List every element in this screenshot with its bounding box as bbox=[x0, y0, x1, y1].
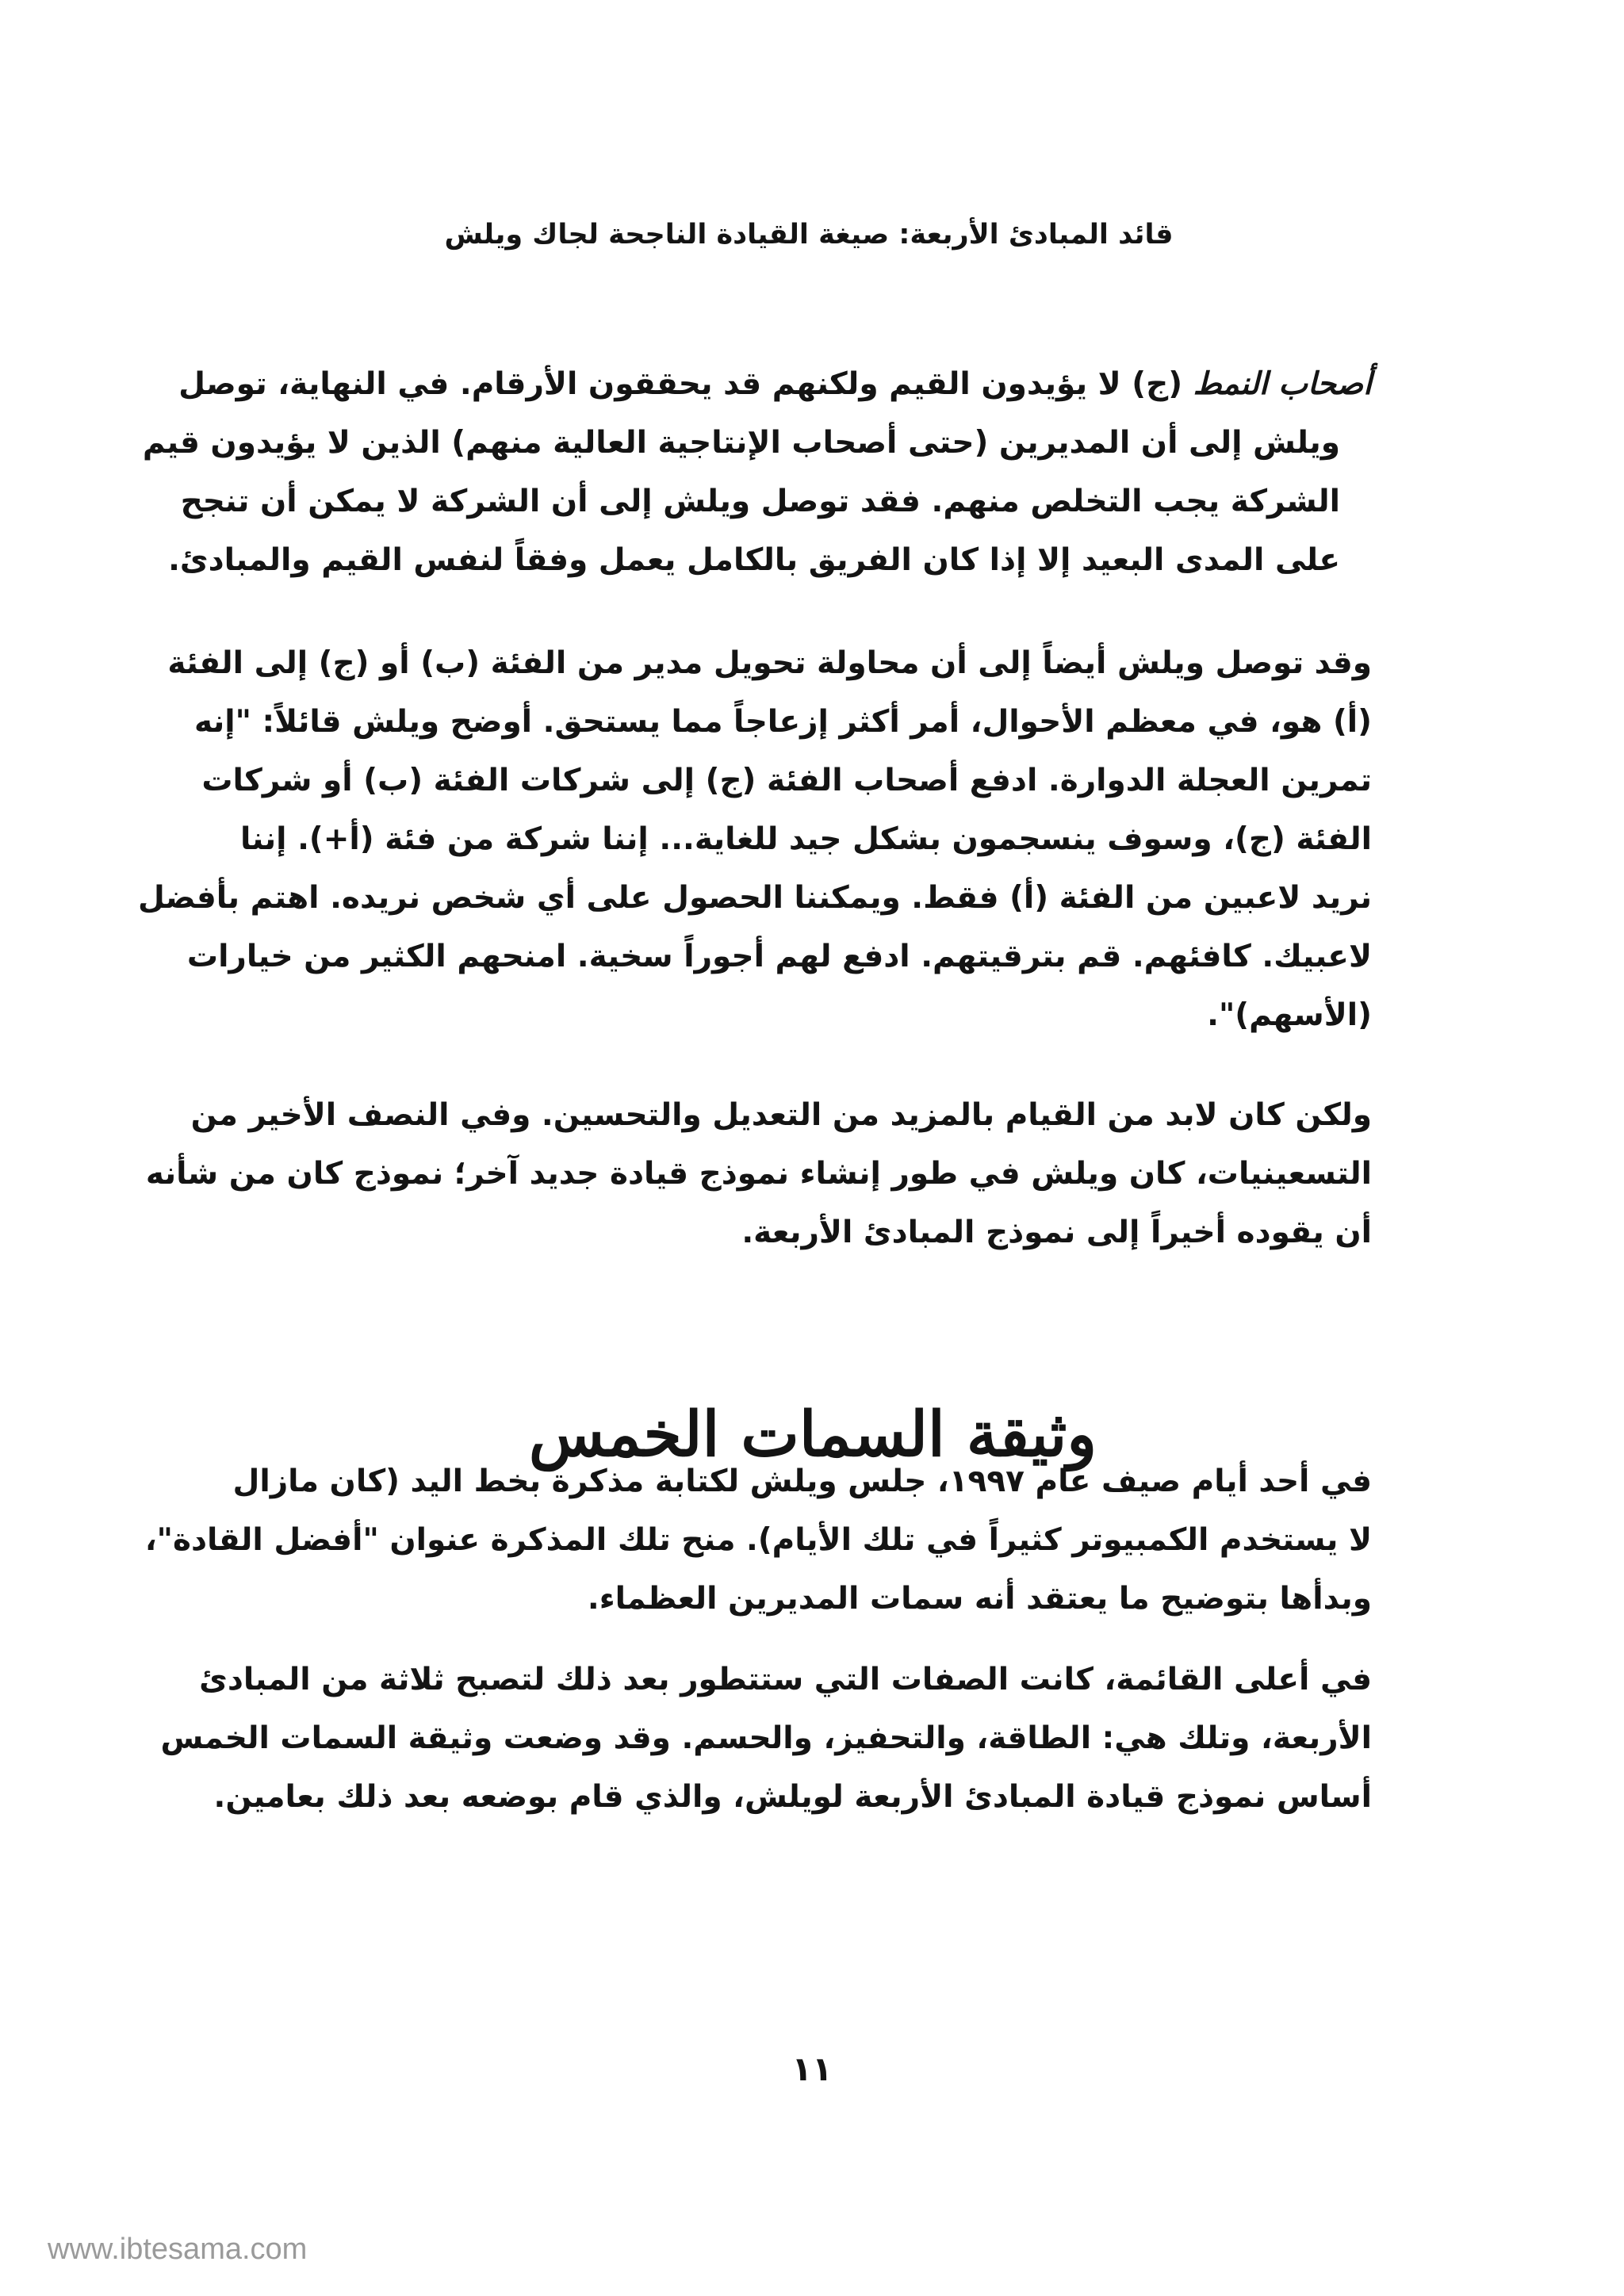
paragraph-line: في أعلى القائمة، كانت الصفات التي ستتطور بعد ذلك لتصبح ثلاثة من المبادئ bbox=[199, 1662, 1372, 1697]
paragraph-line: في أحد أيام صيف عام ١٩٩٧، جلس ويلش لكتابة مذكرة بخط اليد (كان مازال bbox=[232, 1464, 1372, 1499]
line-text: (ج) لا يؤيدون القيم ولكنهم قد يحققون الأرقام. في النهاية، توصل bbox=[178, 366, 1183, 402]
paragraph-line: أساس نموذج قيادة المبادئ الأربعة لويلش، والذي قام بوضعه بعد ذلك بعامين. bbox=[213, 1779, 1372, 1815]
italic-lead-term: أصحاب النمط bbox=[1193, 366, 1372, 402]
paragraph-line: ويلش إلى أن المديرين (حتى أصحاب الإنتاجية العالية منهم) الذين لا يؤيدون قيم bbox=[142, 425, 1340, 461]
paragraph-line: (الأسهم)". bbox=[1207, 997, 1372, 1033]
running-header: قائد المبادئ الأربعة: صيغة القيادة الناجحة لجاك ويلش bbox=[444, 219, 1174, 251]
paragraph-line: الفئة (ج)، وسوف ينسجمون بشكل جيد للغاية... إننا شركة من فئة (أ+). إننا bbox=[239, 821, 1372, 857]
paragraph-line: ولكن كان لابد من القيام بالمزيد من التعديل والتحسين. وفي النصف الأخير من bbox=[190, 1097, 1372, 1133]
paragraph-line: (أ) هو، في معظم الأحوال، أمر أكثر إزعاجاً مما يستحق. أوضح ويلش قائلاً: "إنه bbox=[193, 704, 1372, 740]
body-paragraph bbox=[160, 1651, 1372, 1827]
body-paragraph bbox=[142, 355, 1372, 590]
paragraph-line: الشركة يجب التخلص منهم. فقد توصل ويلش إلى أن الشركة لا يمكن أن تنجح bbox=[180, 484, 1340, 519]
page-number: ١١ bbox=[791, 2049, 833, 2088]
paragraph-line: تمرين العجلة الدوارة. ادفع أصحاب الفئة (ج) إلى شركات الفئة (ب) أو شركات bbox=[201, 763, 1372, 798]
body-paragraph bbox=[137, 634, 1372, 1045]
paragraph-line: وبدأها بتوضيح ما يعتقد أنه سمات المديرين العظماء. bbox=[587, 1581, 1372, 1617]
body-paragraph bbox=[145, 1086, 1372, 1262]
paragraph-line bbox=[178, 355, 1372, 414]
paragraph-line: أن يقوده أخيراً إلى نموذج المبادئ الأربعة. bbox=[741, 1215, 1372, 1250]
paragraph-line: على المدى البعيد إلا إذا كان الفريق بالكامل يعمل وفقاً لنفس القيم والمبادئ. bbox=[168, 542, 1340, 578]
paragraph-line: وقد توصل ويلش أيضاً إلى أن محاولة تحويل مدير من الفئة (ب) أو (ج) إلى الفئة bbox=[167, 645, 1372, 681]
paragraph-line: لاعبيك. كافئهم. قم بترقيتهم. ادفع لهم أجوراً سخية. امنحهم الكثير من خيارات bbox=[186, 939, 1372, 974]
section-heading: وثيقة السمات الخمس bbox=[528, 1398, 1097, 1471]
paragraph-line: الأربعة، وتلك هي: الطاقة، والتحفيز، والحسم. وقد وضعت وثيقة السمات الخمس bbox=[160, 1720, 1372, 1756]
paragraph-line: التسعينيات، كان ويلش في طور إنشاء نموذج قيادة جديد آخر؛ نموذج كان من شأنه bbox=[145, 1156, 1372, 1192]
body-paragraph bbox=[144, 1452, 1372, 1628]
paragraph-line: لا يستخدم الكمبيوتر كثيراً في تلك الأيام). منح تلك المذكرة عنوان "أفضل القادة"، bbox=[144, 1522, 1372, 1558]
paragraph-line: نريد لاعبين من الفئة (أ) فقط. ويمكننا الحصول على أي شخص نريده. اهتم بأفضل bbox=[137, 880, 1372, 916]
watermark-url: www.ibtesama.com bbox=[48, 2233, 308, 2266]
